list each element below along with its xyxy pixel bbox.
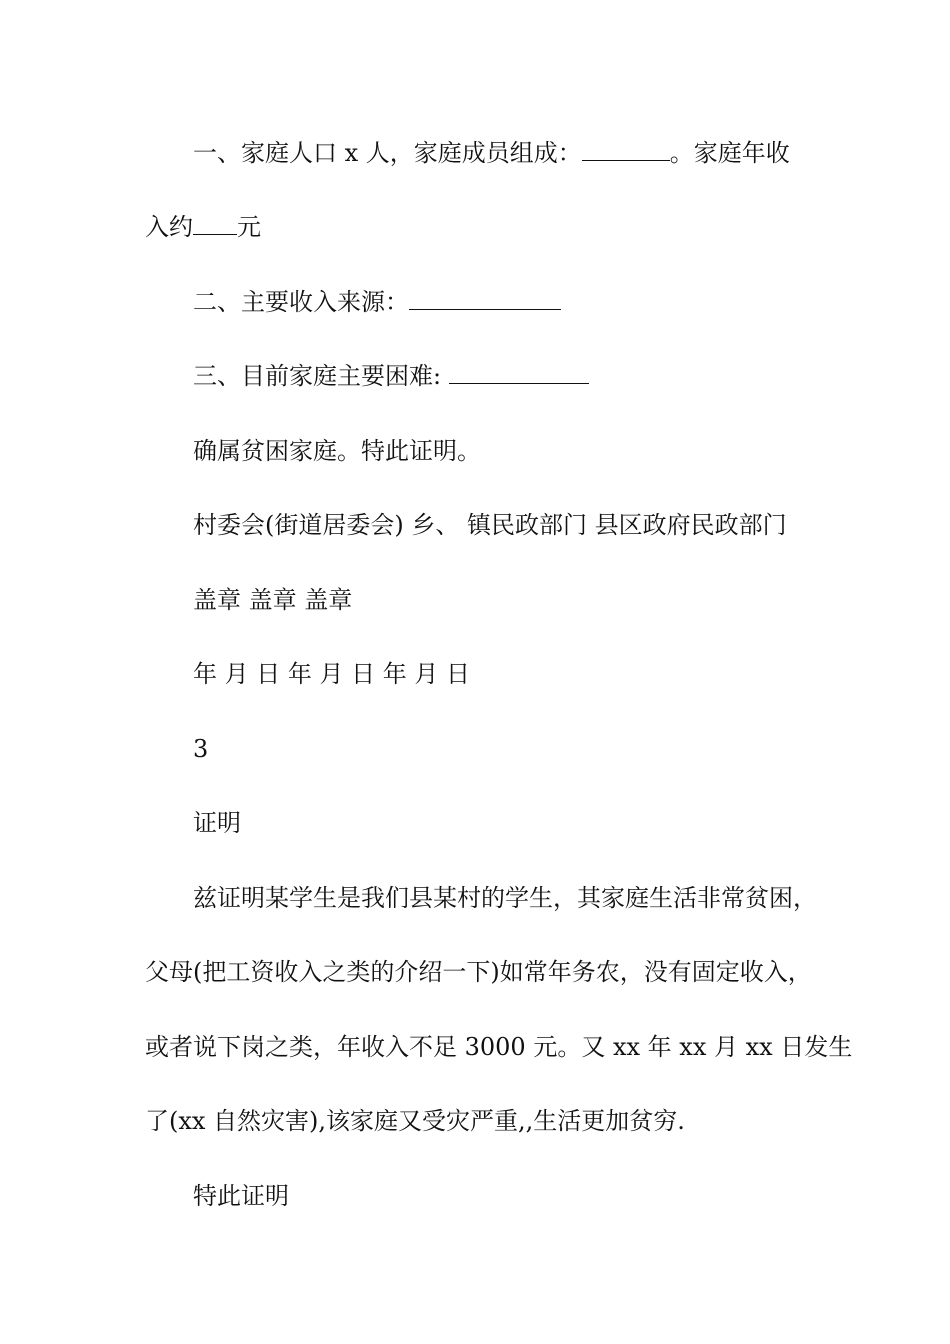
date-line: [193, 659, 470, 689]
authorities-line: [193, 510, 787, 540]
text-segment: 一、家庭人口 x 人，家庭成员组成：: [193, 139, 582, 167]
text-segment: 确属贫困家庭。特此证明。: [193, 437, 481, 465]
text-segment: 年 月 日 年 月 日 年 月 日: [193, 660, 471, 688]
household-income-line: [145, 212, 261, 242]
certificate-body-line: [145, 1032, 852, 1062]
text-segment: 。家庭年收: [669, 139, 790, 167]
text-segment: 特此证明: [193, 1182, 289, 1210]
text-segment: 父母(把工资收入之类的介绍一下)如常年务农，没有固定收入，: [145, 958, 812, 986]
text-segment: 盖章 盖章 盖章: [193, 586, 353, 614]
text-segment: 兹证明某学生是我们县某村的学生，其家庭生活非常贫困，: [193, 884, 817, 912]
fill-in-blank: [193, 214, 237, 235]
certificate-body-line: [145, 957, 812, 987]
text-segment: 三、目前家庭主要困难:: [193, 362, 449, 390]
certificate-body-line: [193, 883, 817, 913]
text-segment: 入约: [145, 213, 193, 241]
page-number: [193, 734, 208, 764]
fill-in-blank: [449, 363, 589, 384]
difficulty-line: [193, 361, 589, 391]
seal-line: [193, 585, 352, 615]
text-segment: 二、主要收入来源：: [193, 288, 409, 316]
certificate-title: [193, 808, 241, 838]
text-segment: 村委会(街道居委会) 乡、 镇民政部门 县区政府民政部门: [193, 511, 787, 539]
fill-in-blank: [582, 140, 670, 161]
confirmation-line: [193, 436, 481, 466]
fill-in-blank: [409, 289, 561, 310]
certificate-body-line: [145, 1106, 685, 1136]
household-size-line: [193, 138, 790, 168]
text-segment: 元: [237, 213, 261, 241]
text-segment: 或者说下岗之类，年收入不足 3000 元。又 xx 年 xx 月 xx 日发生: [145, 1033, 853, 1061]
text-segment: 证明: [193, 809, 241, 837]
closing-line: [193, 1181, 289, 1211]
income-source-line: [193, 287, 561, 317]
text-segment: 3: [193, 735, 209, 763]
text-segment: 了(xx 自然灾害),该家庭又受灾严重,,生活更加贫穷.: [145, 1107, 685, 1135]
